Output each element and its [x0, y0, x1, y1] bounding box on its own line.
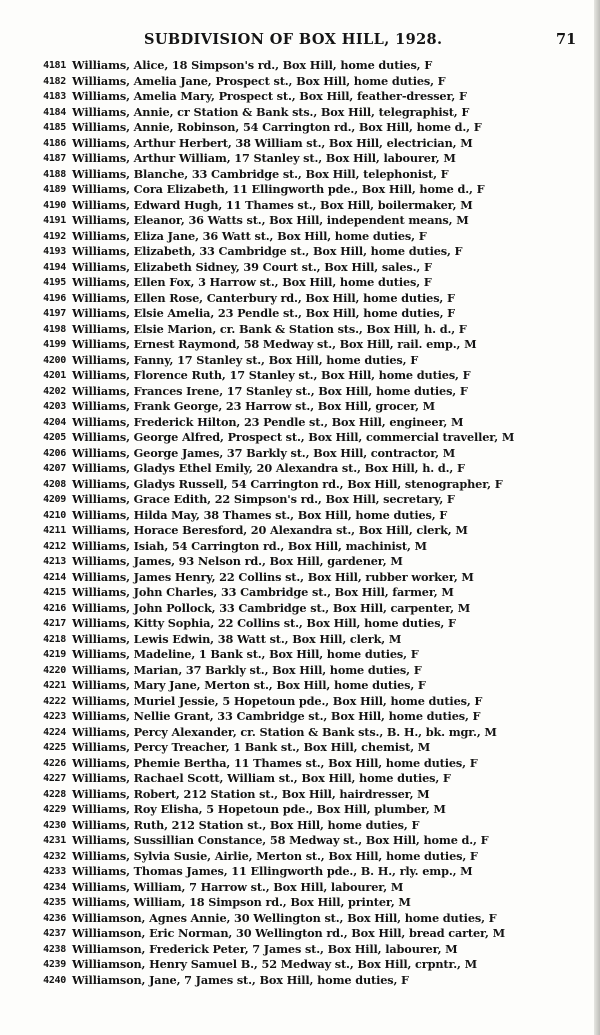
entry-number: 4207 [43, 463, 66, 474]
entry-text: Williams, Frances Irene, 17 Stanley st., Box Hill, home duties, F [72, 383, 468, 398]
list-item [0, 601, 600, 617]
list-item [0, 430, 600, 446]
list-item [0, 725, 600, 741]
entry-text: Williamson, Jane, 7 James st., Box Hill, home duties, F [72, 972, 409, 987]
entry-number: 4235 [43, 897, 66, 908]
entry-text: Williams, George James, 37 Barkly st., Box Hill, contractor, M [72, 445, 456, 460]
entry-text: Williams, William, 18 Simpson rd., Box Hill, printer, M [72, 895, 411, 909]
entry-number: 4233 [43, 866, 66, 877]
entry-number: 4223 [43, 711, 66, 722]
list-item [0, 399, 600, 415]
entry-text: Williams, Robert, 212 Station st., Box Hill, hairdresser, M [72, 786, 430, 801]
entry-text: Williams, Lewis Edwin, 38 Watt st., Box Hill, clerk, M [72, 631, 402, 646]
list-item [0, 353, 600, 369]
entry-text: Williams, William, 7 Harrow st., Box Hill, labourer, M [72, 879, 404, 894]
electoral-roll-list [0, 58, 600, 988]
list-item [0, 58, 600, 74]
list-item [0, 322, 600, 338]
list-item [0, 771, 600, 787]
entry-text: Williams, Horace Beresford, 20 Alexandra st., Box Hill, clerk, M [72, 523, 468, 537]
entry-number: 4212 [43, 540, 66, 552]
list-item [0, 570, 600, 586]
entry-text: Williams, Sussillian Constance, 58 Medway st., Box Hill, home d., F [72, 833, 489, 847]
entry-number: 4237 [43, 928, 66, 939]
entry-number: 4185 [43, 122, 66, 133]
entry-text: Williamson, Henry Samuel B., 52 Medway st., Box Hill, crpntr., M [72, 957, 477, 971]
list-item [0, 508, 600, 524]
entry-text: Williams, Muriel Jessie, 5 Hopetoun pde., Box Hill, home duties, F [72, 693, 483, 708]
entry-number: 4211 [43, 525, 66, 536]
entry-text: Williams, Sylvia Susie, Airlie, Merton st., Box Hill, home duties, F [72, 848, 478, 863]
entry-text: Williams, Ernest Raymond, 58 Medway st., Box Hill, rail. emp., M [72, 337, 477, 351]
entry-text: Williams, Frederick Hilton, 23 Pendle st., Box Hill, engineer, M [72, 414, 464, 429]
entry-text: Williams, Elizabeth Sidney, 39 Court st., Box Hill, sales., F [72, 259, 432, 274]
entry-text: Williams, Frank George, 23 Harrow st., Box Hill, grocer, M [72, 399, 436, 413]
entry-text: Williams, John Pollock, 33 Cambridge st., Box Hill, carpenter, M [72, 600, 471, 615]
entry-number: 4228 [43, 788, 66, 800]
page-header [0, 24, 600, 54]
entry-number: 4184 [43, 106, 66, 118]
entry-number: 4198 [43, 323, 66, 335]
entry-number: 4239 [43, 959, 66, 970]
list-item [0, 523, 600, 539]
list-item [0, 306, 600, 322]
list-item [0, 89, 600, 105]
entry-text: Williams, Gladys Russell, 54 Carrington rd., Box Hill, stenographer, F [72, 476, 503, 491]
entry-number: 4218 [43, 633, 66, 645]
entry-text: Williams, Elsie Marion, cr. Bank & Station sts., Box Hill, h. d., F [72, 321, 467, 336]
list-item [0, 880, 600, 896]
list-item [0, 849, 600, 865]
list-item [0, 756, 600, 772]
list-item [0, 942, 600, 958]
entry-number: 4183 [43, 91, 66, 102]
list-item [0, 632, 600, 648]
entry-text: Williams, Thomas James, 11 Ellingworth pde., B. H., rly. emp., M [72, 864, 473, 878]
list-item [0, 787, 600, 803]
entry-text: Williams, Cora Elizabeth, 11 Ellingworth pde., Box Hill, home d., F [72, 182, 485, 196]
entry-number: 4193 [43, 246, 66, 257]
entry-number: 4225 [43, 742, 66, 753]
list-item [0, 477, 600, 493]
entry-number: 4217 [43, 618, 66, 629]
entry-number: 4234 [43, 881, 66, 893]
entry-text: Williams, Isiah, 54 Carrington rd., Box Hill, machinist, M [72, 538, 427, 553]
entry-number: 4205 [43, 432, 66, 443]
entry-text: Williams, Hilda May, 38 Thames st., Box Hill, home duties, F [72, 507, 448, 522]
entry-text: Williams, Roy Elisha, 5 Hopetoun pde., Box Hill, plumber, M [72, 802, 446, 816]
entry-number: 4187 [43, 153, 66, 164]
list-item [0, 182, 600, 198]
entry-text: Williams, Ellen Rose, Canterbury rd., Box Hill, home duties, F [72, 290, 455, 305]
entry-text: Williams, Madeline, 1 Bank st., Box Hill, home duties, F [72, 647, 419, 661]
entry-text: Williams, Gladys Ethel Emily, 20 Alexandra st., Box Hill, h. d., F [72, 461, 465, 475]
entry-number: 4216 [43, 602, 66, 614]
entry-number: 4231 [43, 835, 66, 846]
entry-number: 4206 [43, 447, 66, 459]
entry-text: Williams, Arthur Herbert, 38 William st., Box Hill, electrician, M [72, 135, 473, 150]
entry-number: 4227 [43, 773, 66, 784]
list-item [0, 415, 600, 431]
entry-number: 4232 [43, 850, 66, 862]
entry-text: Williams, John Charles, 33 Cambridge st., Box Hill, farmer, M [72, 585, 454, 599]
entry-number: 4191 [43, 215, 66, 226]
list-item [0, 384, 600, 400]
entry-number: 4220 [43, 664, 66, 676]
entry-number: 4219 [43, 649, 66, 660]
list-item [0, 136, 600, 152]
list-item [0, 864, 600, 880]
entry-number: 4224 [43, 726, 66, 738]
entry-text: Williams, Nellie Grant, 33 Cambridge st., Box Hill, home duties, F [72, 709, 481, 723]
entry-number: 4202 [43, 385, 66, 397]
entry-number: 4214 [43, 571, 66, 583]
list-item [0, 275, 600, 291]
entry-number: 4210 [43, 509, 66, 521]
list-item [0, 492, 600, 508]
entry-text: Williamson, Frederick Peter, 7 James st., Box Hill, labourer, M [72, 941, 458, 956]
list-item [0, 678, 600, 694]
bottom-margin [0, 985, 600, 1035]
list-item [0, 833, 600, 849]
entry-number: 4230 [43, 819, 66, 831]
entry-number: 4215 [43, 587, 66, 598]
entry-text: Williams, Blanche, 33 Cambridge st., Box Hill, telephonist, F [72, 166, 449, 181]
entry-text: Williams, James Henry, 22 Collins st., Box Hill, rubber worker, M [72, 569, 474, 584]
list-item [0, 446, 600, 462]
entry-text: Williams, Annie, cr Station & Bank sts., Box Hill, telegraphist, F [72, 104, 470, 119]
entry-number: 4181 [43, 60, 66, 71]
entry-number: 4213 [43, 556, 66, 567]
entry-text: Williams, Percy Treacher, 1 Bank st., Box Hill, chemist, M [72, 740, 431, 754]
entry-number: 4189 [43, 184, 66, 195]
entry-text: Williams, Fanny, 17 Stanley st., Box Hill, home duties, F [72, 352, 419, 367]
entry-number: 4201 [43, 370, 66, 381]
entry-number: 4221 [43, 680, 66, 691]
list-item [0, 151, 600, 167]
list-item [0, 554, 600, 570]
list-item [0, 539, 600, 555]
list-item [0, 926, 600, 942]
entry-number: 4188 [43, 168, 66, 180]
list-item [0, 802, 600, 818]
entry-number: 4209 [43, 494, 66, 505]
list-item [0, 244, 600, 260]
entry-text: Williams, Marian, 37 Barkly st., Box Hill, home duties, F [72, 662, 422, 677]
entry-number: 4240 [43, 974, 66, 986]
list-item [0, 229, 600, 245]
entry-text: Williams, James, 93 Nelson rd., Box Hill, gardener, M [72, 554, 403, 568]
entry-text: Williams, Amelia Jane, Prospect st., Box Hill, home duties, F [72, 73, 446, 88]
entry-number: 4195 [43, 277, 66, 288]
entry-number: 4199 [43, 339, 66, 350]
entry-number: 4186 [43, 137, 66, 149]
entry-text: Williams, Edward Hugh, 11 Thames st., Box Hill, boilermaker, M [72, 197, 473, 212]
entry-number: 4192 [43, 230, 66, 242]
list-item [0, 957, 600, 973]
entry-number: 4200 [43, 354, 66, 366]
entry-number: 4222 [43, 695, 66, 707]
entry-number: 4194 [43, 261, 66, 273]
entry-text: Williamson, Agnes Annie, 30 Wellington st., Box Hill, home duties, F [72, 910, 497, 925]
page-title: SUBDIVISION OF BOX HILL, 1928. [144, 31, 443, 48]
entry-text: Williams, Ellen Fox, 3 Harrow st., Box Hill, home duties, F [72, 275, 432, 289]
entry-number: 4236 [43, 912, 66, 924]
list-item [0, 74, 600, 90]
list-item [0, 818, 600, 834]
list-item [0, 694, 600, 710]
entry-text: Williams, Kitty Sophia, 22 Collins st., Box Hill, home duties, F [72, 616, 456, 630]
entry-text: Williams, Eliza Jane, 36 Watt st., Box Hill, home duties, F [72, 228, 427, 243]
entry-text: Williams, Percy Alexander, cr. Station & Bank sts., B. H., bk. mgr., M [72, 724, 497, 739]
list-item [0, 895, 600, 911]
entry-text: Williams, Alice, 18 Simpson's rd., Box Hill, home duties, F [72, 58, 433, 72]
entry-text: Williams, Amelia Mary, Prospect st., Box Hill, feather-dresser, F [72, 89, 467, 103]
entry-number: 4203 [43, 401, 66, 412]
list-item [0, 585, 600, 601]
entry-number: 4208 [43, 478, 66, 490]
entry-number: 4196 [43, 292, 66, 304]
list-item [0, 213, 600, 229]
page-number: 71 [556, 31, 577, 48]
list-item [0, 291, 600, 307]
entry-text: Williams, Annie, Robinson, 54 Carrington rd., Box Hill, home d., F [72, 120, 482, 134]
entry-text: Williams, Ruth, 212 Station st., Box Hill, home duties, F [72, 817, 420, 832]
list-item [0, 461, 600, 477]
entry-number: 4204 [43, 416, 66, 428]
entry-text: Williams, George Alfred, Prospect st., Box Hill, commercial traveller, M [72, 430, 515, 444]
entry-number: 4238 [43, 943, 66, 955]
entry-number: 4197 [43, 308, 66, 319]
entry-text: Williams, Florence Ruth, 17 Stanley st., Box Hill, home duties, F [72, 368, 471, 382]
list-item [0, 368, 600, 384]
list-item [0, 647, 600, 663]
list-item [0, 105, 600, 121]
list-item [0, 198, 600, 214]
entry-number: 4182 [43, 75, 66, 87]
entry-text: Williamson, Eric Norman, 30 Wellington rd., Box Hill, bread carter, M [72, 926, 505, 940]
entry-text: Williams, Elizabeth, 33 Cambridge st., Box Hill, home duties, F [72, 244, 463, 258]
entry-text: Williams, Rachael Scott, William st., Box Hill, home duties, F [72, 771, 451, 785]
list-item [0, 260, 600, 276]
entry-text: Williams, Eleanor, 36 Watts st., Box Hill, independent means, M [72, 213, 469, 227]
list-item [0, 911, 600, 927]
entry-text: Williams, Elsie Amelia, 23 Pendle st., Box Hill, home duties, F [72, 306, 456, 320]
entry-number: 4226 [43, 757, 66, 769]
entry-text: Williams, Phemie Bertha, 11 Thames st., Box Hill, home duties, F [72, 755, 478, 770]
entry-text: Williams, Grace Edith, 22 Simpson's rd., Box Hill, secretary, F [72, 492, 455, 506]
entry-number: 4229 [43, 804, 66, 815]
list-item [0, 167, 600, 183]
list-item [0, 740, 600, 756]
entry-number: 4190 [43, 199, 66, 211]
entry-text: Williams, Arthur William, 17 Stanley st., Box Hill, labourer, M [72, 151, 456, 165]
list-item [0, 663, 600, 679]
list-item [0, 709, 600, 725]
entry-text: Williams, Mary Jane, Merton st., Box Hill, home duties, F [72, 678, 426, 692]
list-item [0, 616, 600, 632]
list-item [0, 120, 600, 136]
list-item [0, 337, 600, 353]
